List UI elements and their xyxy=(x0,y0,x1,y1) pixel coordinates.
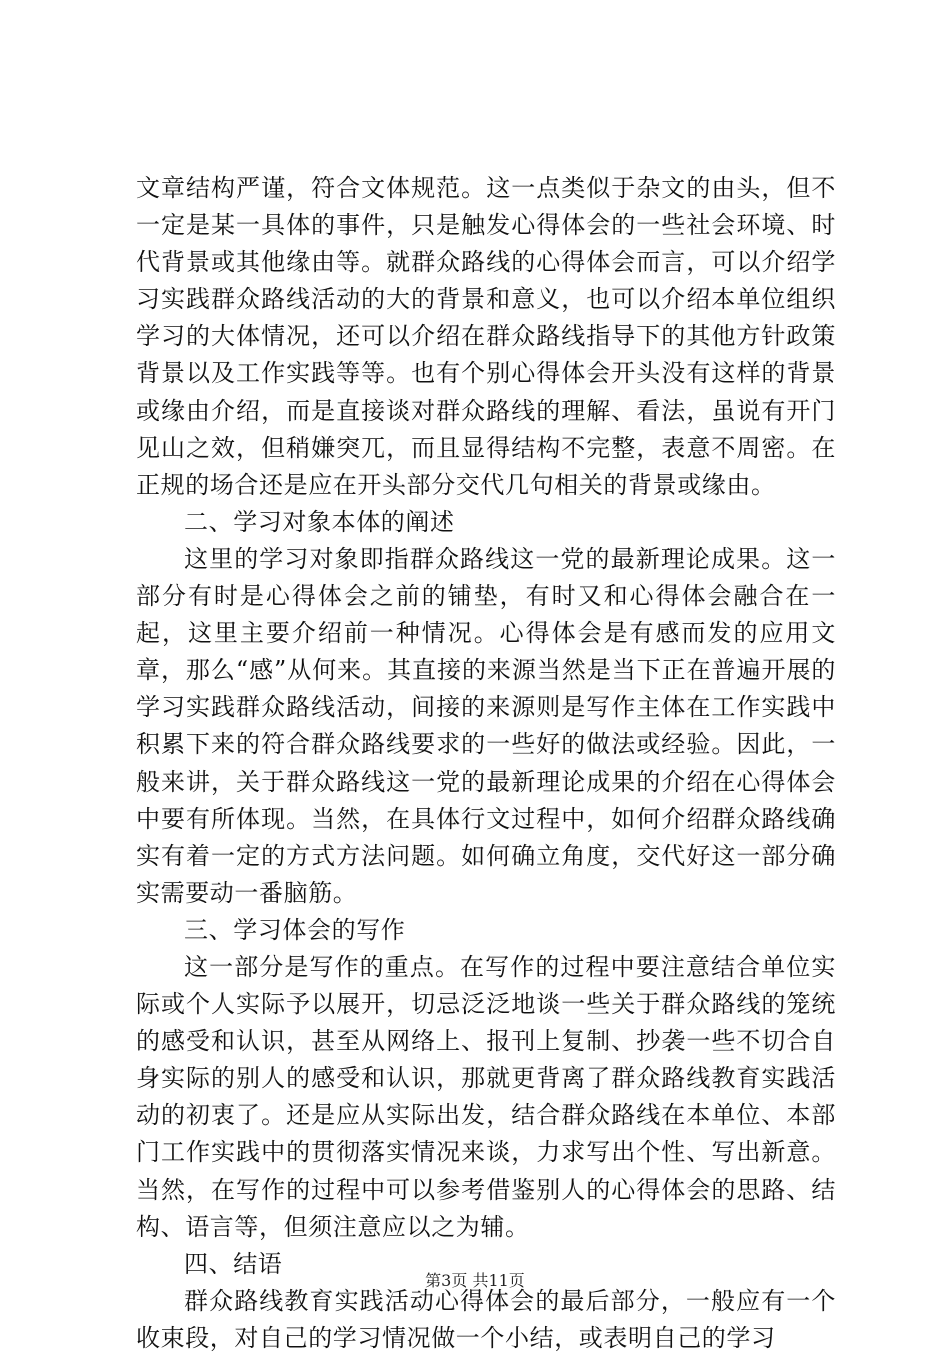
section-heading-4: 四、结语 xyxy=(184,1249,283,1278)
paragraph-section-3: 这一部分是写作的重点。在写作的过程中要注意结合单位实际或个人实际予以展开，切忌泛泛地谈一些关于群众路线的笼统的感受和认识，甚至从网络上、报刊上复制、抄袭一些不切合自身实际的别人的感受和认识，那就更背离了群众路线教育实践活动的初衷了。还是应从实际出发，结合群众路线在本单位、本部门工作实践中的贯彻落实情况来谈，力求写出个性、写出新意。当然，在写作的过程中可以参考借鉴别人的心得体会的思路、结构、语言等，但须注意应以之为辅。 xyxy=(136,952,836,1241)
paragraph-intro: 文章结构严谨，符合文体规范。这一点类似于杂文的由头，但不一定是某一具体的事件，只是触发心得体会的一些社会环境、时代背景或其他缘由等。就群众路线的心得体会而言，可以介绍学习实践群众路线活动的大的背景和意义，也可以介绍本单位组织学习的大体情况，还可以介绍在群众路线指导下的其他方针政策背景以及工作实践等等。也有个别心得体会开头没有这样的背景或缘由介绍，而是直接谈对群众路线的理解、看法，虽说有开门见山之效，但稍嫌突兀，而且显得结构不完整，表意不周密。在正规的场合还是应在开头部分交代几句相关的背景或缘由。 xyxy=(136,174,836,499)
page-number-footer: 第3页 共11页 xyxy=(425,1271,525,1290)
paragraph-section-4: 群众路线教育实践活动心得体会的最后部分，一般应有一个收束段，对自己的学习情况做一个小结，或表明自己的学习 xyxy=(136,1286,836,1352)
section-heading-3: 三、学习体会的写作 xyxy=(184,915,406,944)
section-heading-2: 二、学习对象本体的阐述 xyxy=(184,507,455,536)
document-body xyxy=(136,170,836,1357)
paragraph-section-2: 这里的学习对象即指群众路线这一党的最新理论成果。这一部分有时是心得体会之前的铺垫，有时又和心得体会融合在一起，这里主要介绍前一种情况。心得体会是有感而发的应用文章，那么“感”从何来。其直接的来源当然是当下正在普遍开展的学习实践群众路线活动，间接的来源则是写作主体在工作实践中积累下来的符合群众路线要求的一些好的做法或经验。因此，一般来讲，关于群众路线这一党的最新理论成果的介绍在心得体会中要有所体现。当然，在具体行文过程中，如何介绍群众路线确实有着一定的方式方法问题。如何确立角度，交代好这一部分确实需要动一番脑筋。 xyxy=(136,544,836,907)
